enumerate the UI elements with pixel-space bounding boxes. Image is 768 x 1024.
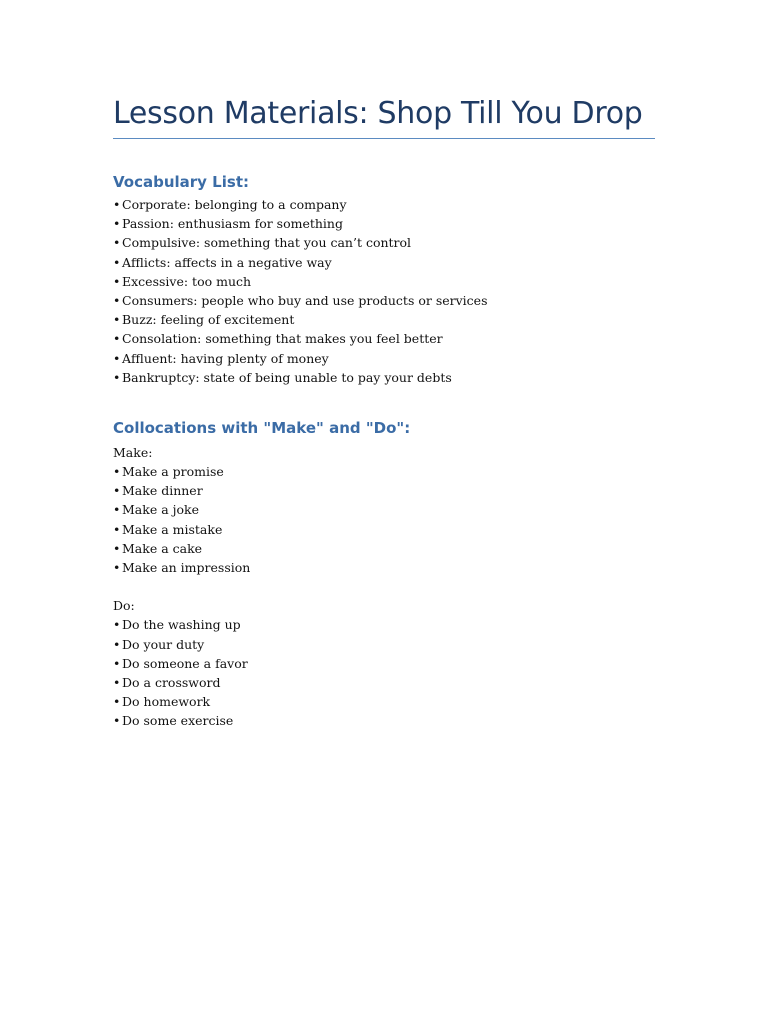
bullet-icon: •: [113, 521, 121, 537]
collocations-section: [113, 417, 655, 731]
collocation-item: [113, 654, 655, 673]
vocabulary-item-text: Compulsive: something that you can’t control: [122, 235, 412, 251]
vocabulary-item: [113, 368, 655, 387]
vocabulary-item: [113, 233, 655, 252]
collocation-item: [113, 539, 655, 558]
collocation-item: [113, 711, 655, 730]
bullet-icon: •: [113, 331, 121, 347]
vocabulary-item: [113, 329, 655, 348]
vocabulary-list: [113, 195, 655, 387]
vocabulary-item: [113, 253, 655, 272]
vocabulary-section: [113, 171, 655, 387]
vocabulary-item-text: Corporate: belonging to a company: [122, 197, 347, 212]
bullet-icon: •: [113, 464, 121, 480]
bullet-icon: •: [113, 540, 121, 556]
vocabulary-item: [113, 214, 655, 233]
vocabulary-item: [113, 349, 655, 368]
title-underline-rule: [113, 138, 655, 139]
bullet-icon: •: [113, 197, 121, 212]
bullet-icon: •: [113, 617, 121, 633]
bullet-icon: •: [113, 674, 121, 690]
document-title: Lesson Materials: Shop Till You Drop: [113, 96, 643, 131]
bullet-icon: •: [113, 369, 121, 385]
bullet-icon: •: [113, 350, 121, 366]
bullet-icon: •: [113, 483, 121, 499]
vocabulary-item-text: Passion: enthusiasm for something: [122, 216, 343, 232]
collocation-item-text: Do the washing up: [122, 617, 241, 633]
collocation-item-text: Make dinner: [122, 483, 203, 499]
bullet-icon: •: [113, 560, 121, 575]
bullet-icon: •: [113, 312, 121, 328]
vocabulary-item: [113, 272, 655, 291]
vocabulary-item-text: Bankruptcy: state of being unable to pay your debts: [122, 369, 452, 385]
bullet-icon: •: [113, 273, 121, 289]
collocation-item: [113, 520, 655, 539]
document-page: [113, 0, 655, 731]
vocabulary-item-text: Affluent: having plenty of money: [122, 350, 329, 366]
bullet-icon: •: [113, 254, 121, 270]
collocation-item-text: Do a crossword: [122, 674, 221, 690]
bullet-icon: •: [113, 713, 121, 729]
do-collocations-list: [113, 615, 655, 730]
vocabulary-item: [113, 310, 655, 329]
collocation-item: [113, 558, 655, 577]
bullet-icon: •: [113, 235, 121, 251]
vocabulary-item-text: Buzz: feeling of excitement: [122, 312, 295, 328]
vocabulary-item: [113, 195, 655, 214]
collocation-item: [113, 462, 655, 481]
collocation-item-text: Do some exercise: [122, 713, 234, 729]
make-collocations-list: [113, 462, 655, 577]
vocabulary-heading: Vocabulary List:: [113, 173, 249, 191]
collocation-item-text: Make a promise: [122, 464, 224, 480]
bullet-icon: •: [113, 216, 121, 232]
vocabulary-item-text: Consolation: something that makes you feel better: [122, 331, 443, 347]
bullet-icon: •: [113, 292, 121, 308]
bullet-icon: •: [113, 655, 121, 671]
bullet-icon: •: [113, 502, 121, 518]
collocation-item: [113, 673, 655, 692]
vocabulary-item: [113, 291, 655, 310]
collocations-heading: Collocations with "Make" and "Do":: [113, 418, 411, 437]
vocabulary-item-text: Afflicts: affects in a negative way: [122, 254, 332, 270]
vocabulary-item-text: Excessive: too much: [122, 273, 252, 289]
bullet-icon: •: [113, 694, 121, 710]
bullet-icon: •: [113, 636, 121, 652]
make-group-label: Make:: [113, 444, 153, 460]
collocation-item: [113, 692, 655, 711]
collocation-item: [113, 500, 655, 519]
vocabulary-item-text: Consumers: people who buy and use products or services: [122, 292, 488, 308]
collocation-item-text: Do your duty: [122, 636, 205, 652]
collocation-item-text: Do homework: [122, 694, 211, 710]
do-group-label: Do:: [113, 598, 135, 614]
collocation-item-text: Make a joke: [122, 502, 199, 518]
collocation-item: [113, 635, 655, 654]
collocation-item-text: Make a cake: [122, 540, 203, 556]
collocation-item-text: Make a mistake: [122, 521, 223, 537]
collocation-item: [113, 481, 655, 500]
collocation-item: [113, 615, 655, 634]
collocation-item-text: Do someone a favor: [122, 655, 248, 671]
collocation-item-text: Make an impression: [122, 560, 251, 575]
